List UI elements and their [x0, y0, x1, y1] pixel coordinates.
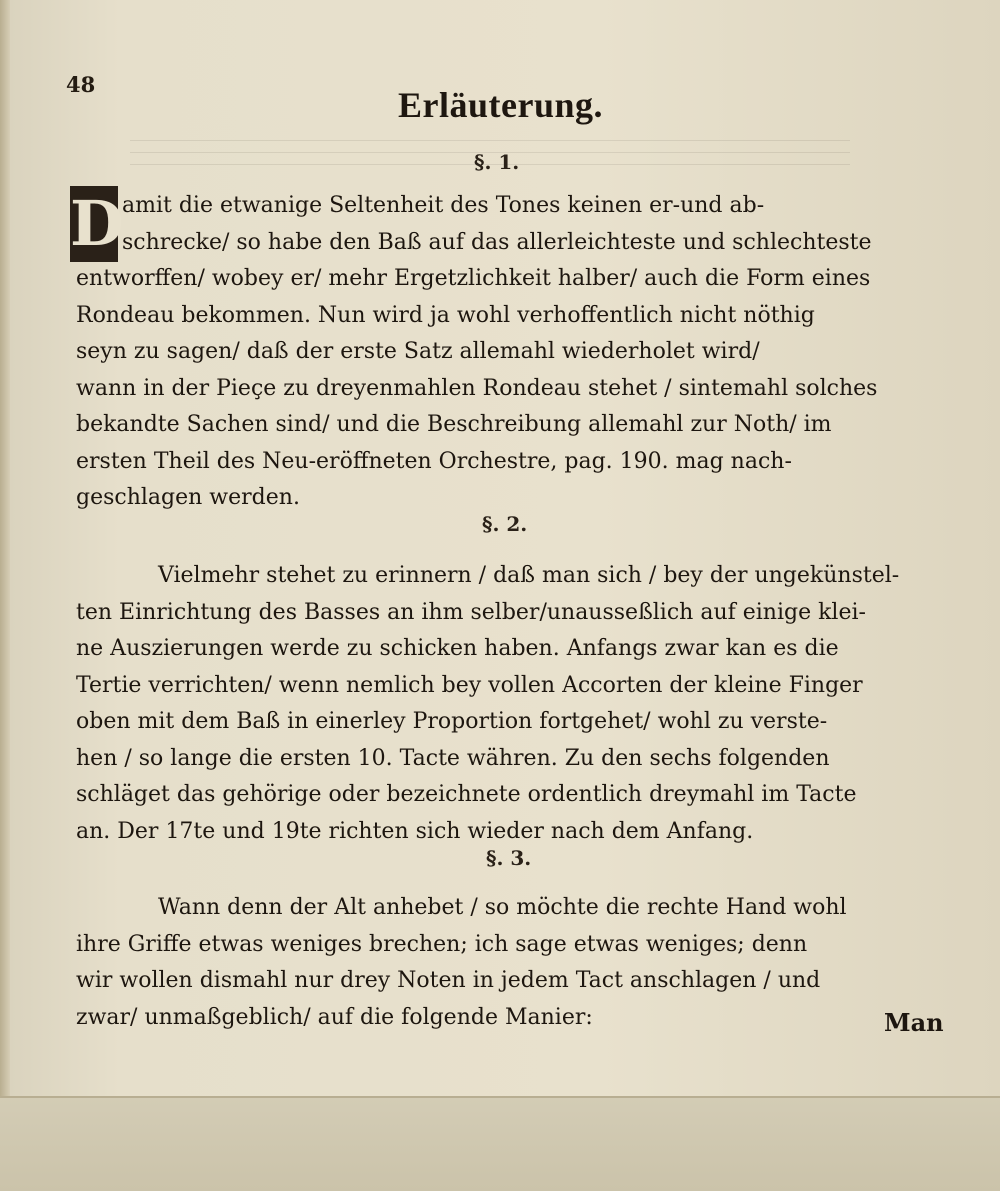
text-line: Tertie verrichten/ wenn nemlich bey vollen Accorten der kleine Finger	[76, 672, 863, 698]
section-2-paragraph	[76, 558, 956, 850]
text-line: ihre Griffe etwas weniges brechen; ich sage etwas weniges; denn	[76, 931, 808, 957]
text-line: Vielmehr stehet zu erinnern / daß man sich / bey der ungekünstel-	[158, 563, 900, 588]
text-line: bekandte Sachen sind/ und die Beschreibung allemahl zur Noth/ im	[76, 412, 832, 437]
text-line: wir wollen dismahl nur drey Noten in jedem Tact anschlagen / und	[76, 968, 821, 993]
text-line: ersten Theil des Neu-eröffneten Orchestre, pag. 190. mag nach-	[76, 448, 792, 474]
text-line: zwar/ unmaßgeblich/ auf die folgende Manier:	[76, 1004, 593, 1030]
text-line: an. Der 17te und 19te richten sich wieder nach dem Anfang.	[76, 818, 754, 844]
section-mark-3: §. 3.	[486, 846, 532, 870]
page-number: 48	[66, 72, 96, 97]
section-mark-1: §. 1.	[474, 150, 520, 174]
text-line: geschlagen werden.	[76, 485, 300, 510]
text-line: Rondeau bekommen. Nun wird ja wohl verhoffentlich nicht nöthig	[76, 302, 815, 328]
page-left-edge	[0, 0, 10, 1191]
text-line: Wann denn der Alt anhebet / so möchte die rechte Hand wohl	[158, 895, 847, 920]
show-through-line	[130, 140, 850, 141]
catchword: Man	[884, 1008, 944, 1037]
text-line: hen / so lange die ersten 10. Tacte währen. Zu den sechs folgenden	[76, 745, 830, 771]
text-line: schläget das gehörige oder bezeichnete ordentlich dreymahl im Tacte	[76, 782, 857, 807]
section-1-paragraph	[76, 188, 956, 517]
text-line: amit die etwanige Seltenheit des Tones keinen er-und ab-	[122, 193, 765, 218]
text-line: seyn zu sagen/ daß der erste Satz allemahl wiederholet wird/	[76, 339, 760, 364]
text-line: ne Auszierungen werde zu schicken haben. Anfangs zwar kan es die	[76, 636, 839, 661]
text-line: schrecke/ so habe den Baß auf das allerleichteste und schlechteste	[122, 229, 872, 255]
section-3-paragraph	[76, 890, 956, 1036]
text-line: entworffen/ wobey er/ mehr Ergetzlichkeit halber/ auch die Form eines	[76, 266, 871, 291]
next-page-edge	[0, 1098, 1000, 1191]
text-line: ten Einrichtung des Basses an ihm selber/unausseßlich auf einige klei-	[76, 599, 866, 625]
page-heading: Erläuterung.	[398, 85, 604, 125]
text-line: oben mit dem Baß in einerley Proportion fortgehet/ wohl zu verste-	[76, 709, 828, 734]
text-line: wann in der Pieçe zu dreyenmahlen Rondeau stehet / sintemahl solches	[76, 375, 878, 401]
drop-cap: D	[70, 187, 124, 260]
section-mark-2: §. 2.	[482, 512, 528, 536]
